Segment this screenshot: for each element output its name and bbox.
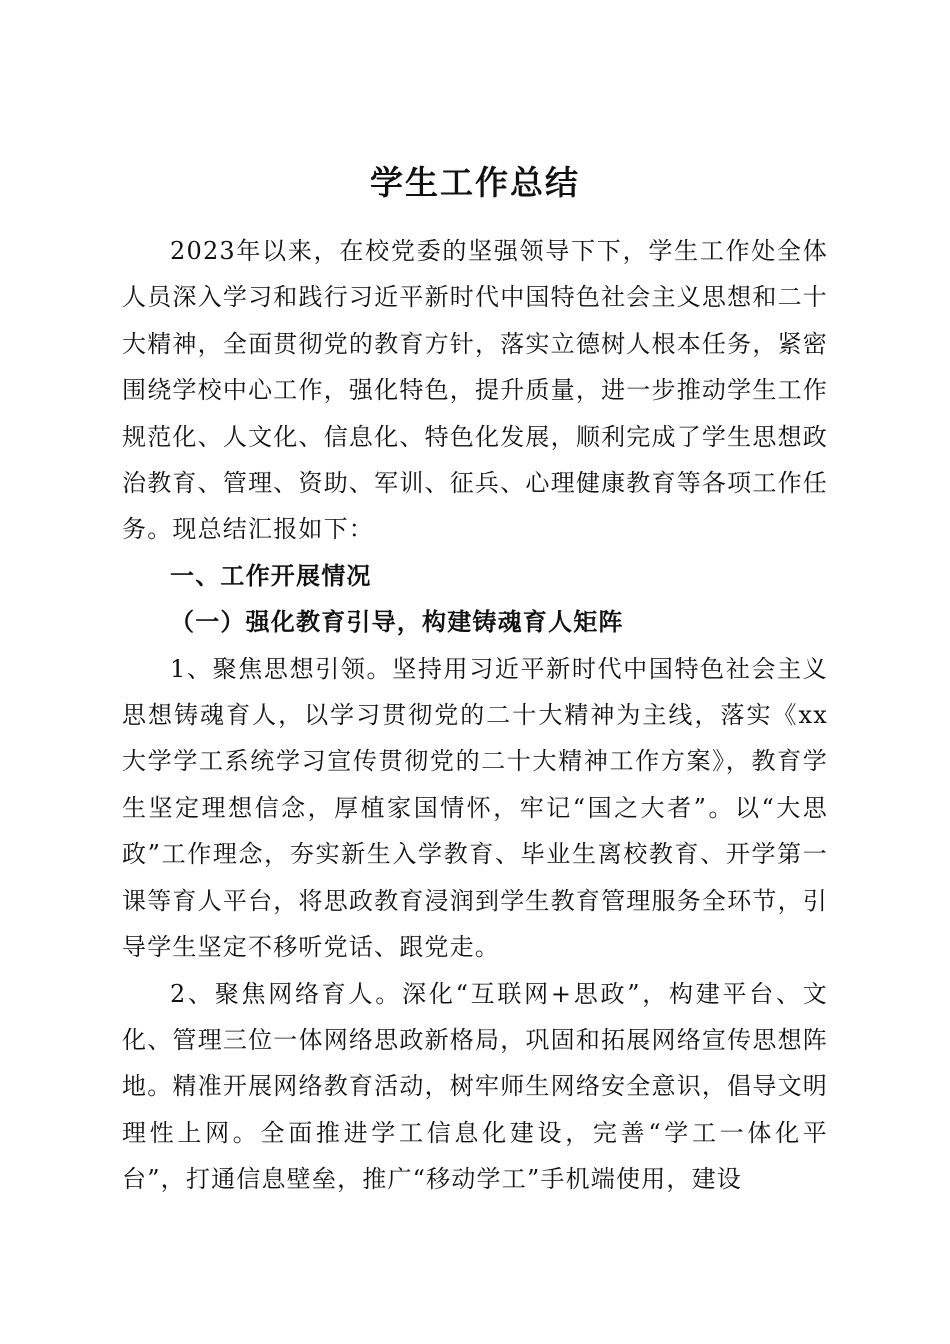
item-paragraph-1: 1、聚焦思想引领。坚持用习近平新时代中国特色社会主义思想铸魂育人，以学习贯彻党的二十大精神为主线，落实《xx大学学工系统学习宣传贯彻党的二十大精神工作方案》，教育学生坚定理想信念，厚植家国情怀，牢记“国之大者”。以“大思政”工作理念，夯实新生入学教育、毕业生离校教育、开学第一课等育人平台，将思政教育浸润到学生教育管理服务全环节，引导学生坚定不移听党话、跟党走。 [122, 654, 828, 962]
document-title: 学生工作总结 [370, 163, 580, 203]
section-heading: 一、工作开展情况 [170, 561, 372, 590]
item-paragraph-2: 2、聚焦网络育人。深化“互联网+思政”，构建平台、文化、管理三位一体网络思政新格局，巩固和拓展网络宣传思想阵地。精准开展网络教育活动，树牢师生网络安全意识，倡导文明理性上网。全面推进学工信息化建设，完善“学工一体化平台”，打通信息壁垒，推广“移动学工”手机端使用，建设 [122, 979, 828, 1194]
intro-paragraph: 2023年以来，在校党委的坚强领导下下，学生工作处全体人员深入学习和践行习近平新时代中国特色社会主义思想和二十大精神，全面贯彻党的教育方针，落实立德树人根本任务，紧密围绕学校中心工作，强化特色，提升质量，进一步推动学生工作规范化、人文化、信息化、特色化发展，顺利完成了学生思想政治教育、管理、资助、军训、征兵、心理健康教育等各项工作任务。现总结汇报如下： [122, 237, 828, 544]
subsection-heading: （一）强化教育引导，构建铸魂育人矩阵 [170, 607, 624, 637]
document-body [122, 228, 828, 1203]
